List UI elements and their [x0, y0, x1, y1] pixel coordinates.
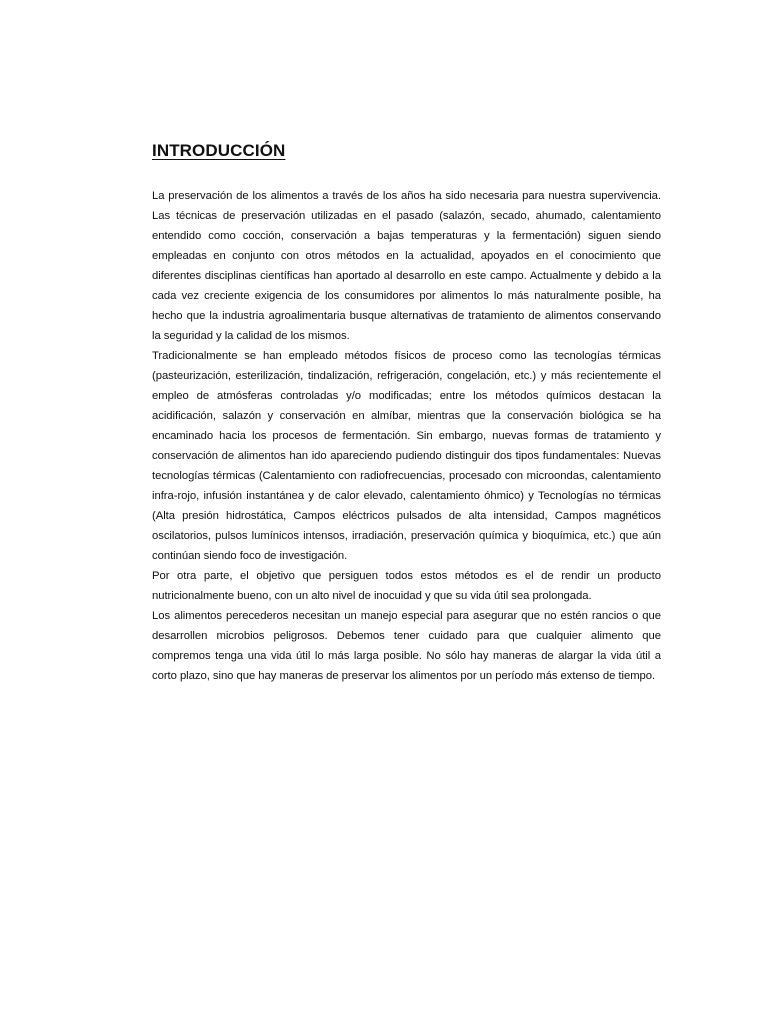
paragraph-2: Tradicionalmente se han empleado métodos físicos de proceso como las tecnologías térmicas (pasteurización, esterilización, tindalización, refrigeración, congelación, etc.) y más recientemente el empleo de atmósferas controladas y/o modificadas; entre los métodos químicos destacan la acidificación, salazón y conservación en almíbar, mientras que la conservación biológica se ha encaminado hacia los procesos de fermentación. Sin embargo, nuevas formas de tratamiento y conservación de alimentos han ido apareciendo pudiendo distinguir dos tipos fundamentales: Nuevas tecnologías térmicas (Calentamiento con radiofrecuencias, procesado con microondas, calentamiento infra-rojo, infusión instantánea y de calor elevado, calentamiento óhmico) y Tecnologías no térmicas (Alta presión hidrostática, Campos eléctricos pulsados de alta intensidad, Campos magnéticos oscilatorios, pulsos lumínicos intensos, irradiación, preservación química y bioquímica, etc.) que aún continúan siendo foco de investigación.	[152, 350, 661, 562]
document-body	[152, 140, 661, 686]
paragraph-4: Los alimentos perecederos necesitan un manejo especial para asegurar que no estén rancios o que desarrollen microbios peligrosos. Debemos tener cuidado para que cualquier alimento que compremos tenga una vida útil lo más larga posible. No sólo hay maneras de alargar la vida útil a corto plazo, sino que hay maneras de preservar los alimentos por un período más extenso de tiempo.	[152, 610, 661, 682]
paragraph-1: La preservación de los alimentos a través de los años ha sido necesaria para nuestra supervivencia. Las técnicas de preservación utilizadas en el pasado (salazón, secado, ahumado, calentamiento entendido como cocción, conservación a bajas temperaturas y la fermentación) siguen siendo empleadas en conjunto con otros métodos en la actualidad, apoyados en el conocimiento que diferentes disciplinas científicas han aportado al desarrollo en este campo. Actualmente y debido a la cada vez creciente exigencia de los consumidores por alimentos lo más naturalmente posible, ha hecho que la industria agroalimentaria busque alternativas de tratamiento de alimentos conservando la seguridad y la calidad de los mismos.	[152, 190, 661, 342]
page-title: INTRODUCCIÓN	[152, 141, 286, 160]
paragraph-3: Por otra parte, el objetivo que persiguen todos estos métodos es el de rendir un producto nutricionalmente bueno, con un alto nivel de inocuidad y que su vida útil sea prolongada.	[152, 570, 661, 602]
